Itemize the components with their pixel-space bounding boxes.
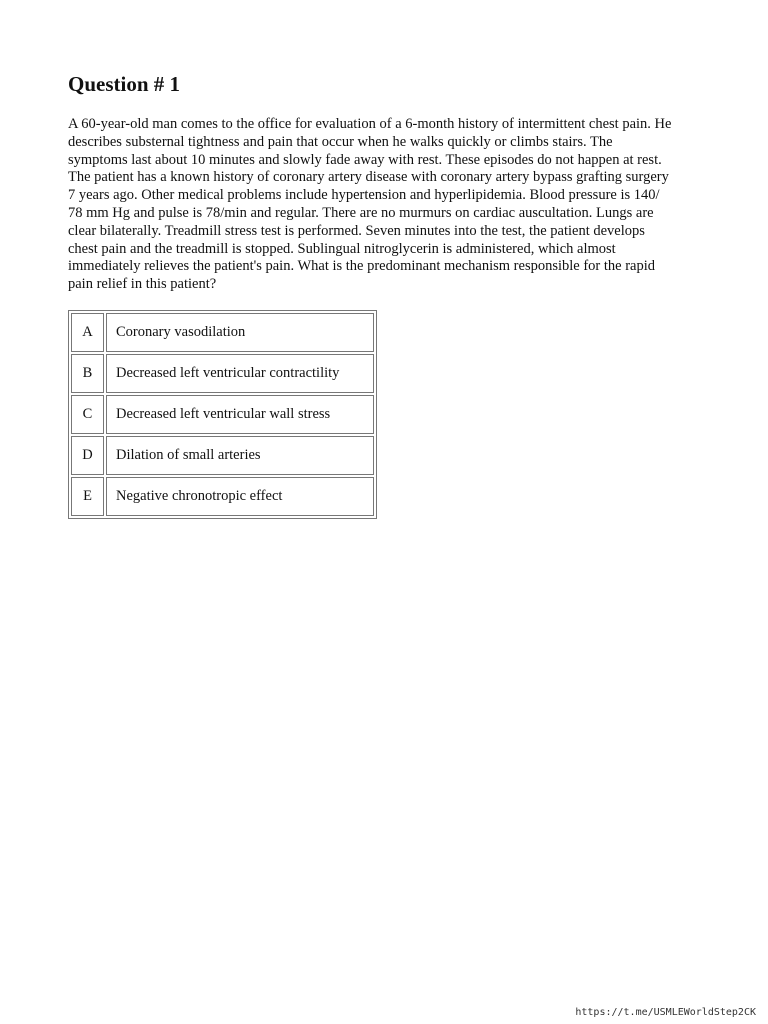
footer-link: https://t.me/USMLEWorldStep2CK <box>575 1007 756 1018</box>
answer-choice-c[interactable] <box>71 395 374 434</box>
answer-choice-d[interactable] <box>71 436 374 475</box>
answer-choices-table <box>68 310 377 519</box>
answer-choice-e[interactable] <box>71 477 374 516</box>
stem-line: The patient has a known history of coronary artery disease with coronary artery bypass grafting surgery <box>68 169 669 186</box>
answer-choice-b[interactable] <box>71 354 374 393</box>
stem-line: clear bilaterally. Treadmill stress test is performed. Seven minutes into the test, the patient develops <box>68 222 645 239</box>
choice-letter: D <box>71 436 104 475</box>
stem-line: pain relief in this patient? <box>68 276 217 293</box>
choice-letter: C <box>71 395 104 434</box>
choice-text: Decreased left ventricular wall stress <box>106 395 374 434</box>
stem-line: 78 mm Hg and pulse is 78/min and regular. There are no murmurs on cardiac auscultation. Lungs are <box>68 204 654 221</box>
choice-letter: B <box>71 354 104 393</box>
choice-text: Decreased left ventricular contractility <box>106 354 374 393</box>
stem-line: symptoms last about 10 minutes and slowly fade away with rest. These episodes do not happen at rest. <box>68 151 662 168</box>
stem-line: 7 years ago. Other medical problems include hypertension and hyperlipidemia. Blood pressure is 140/ <box>68 187 660 204</box>
answer-choice-a[interactable] <box>71 313 374 352</box>
choice-letter: A <box>71 313 104 352</box>
choice-letter: E <box>71 477 104 516</box>
choice-text: Dilation of small arteries <box>106 436 374 475</box>
stem-line: chest pain and the treadmill is stopped. Sublingual nitroglycerin is administered, which almost <box>68 240 616 257</box>
choice-text: Coronary vasodilation <box>106 313 374 352</box>
question-page <box>68 70 708 519</box>
stem-line: immediately relieves the patient's pain. What is the predominant mechanism responsible for the rapid <box>68 258 656 275</box>
stem-line: A 60-year-old man comes to the office for evaluation of a 6-month history of intermittent chest pain. He <box>68 116 672 132</box>
stem-line: describes substernal tightness and pain that occur when he walks quickly or climbs stairs. The <box>68 133 613 150</box>
choice-text: Negative chronotropic effect <box>106 477 374 516</box>
question-title: Question # 1 <box>68 72 181 96</box>
question-stem <box>68 116 698 294</box>
